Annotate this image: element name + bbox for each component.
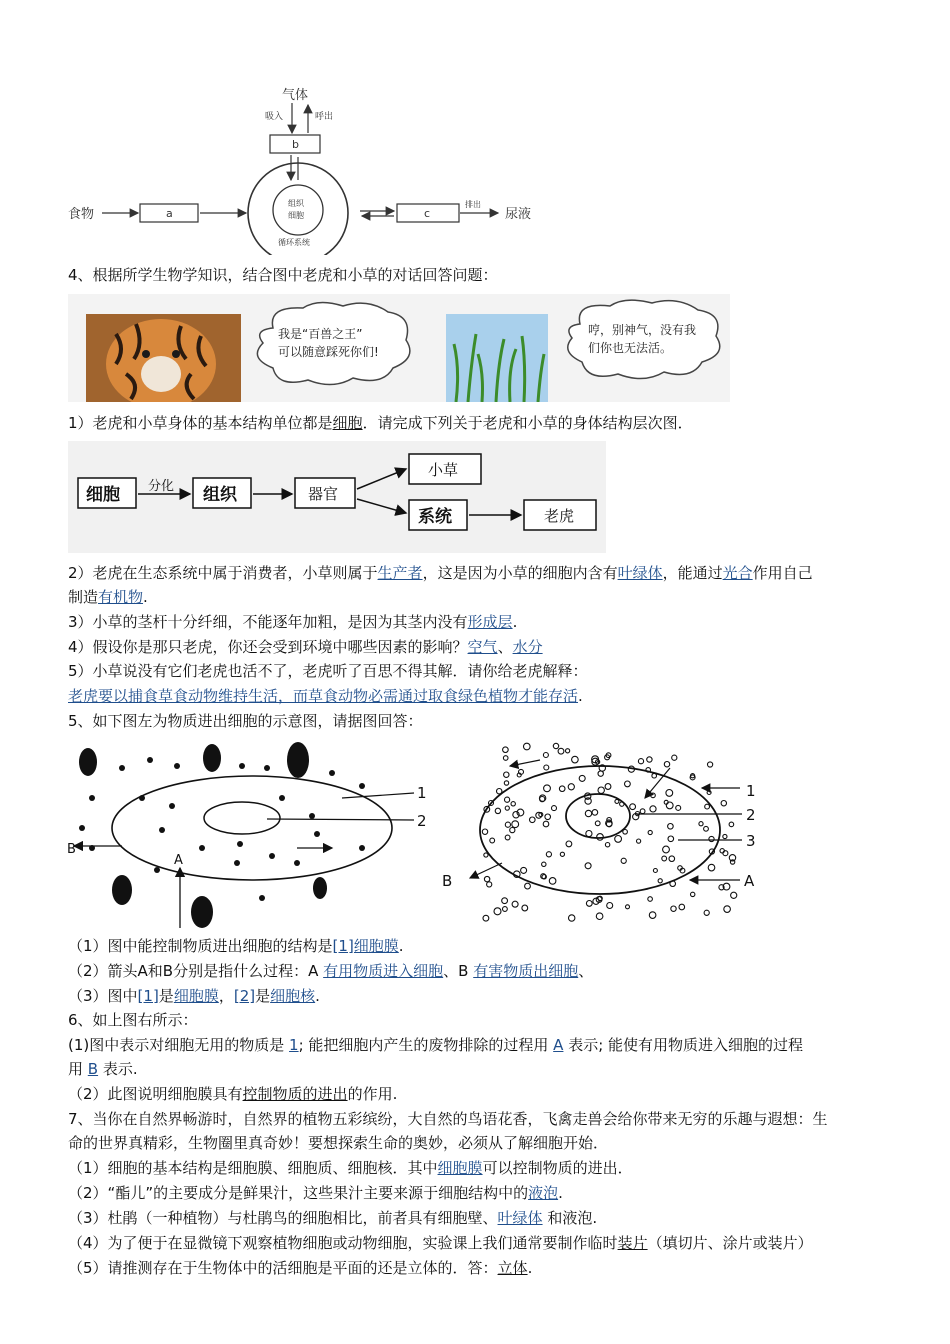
- particle-dot: [525, 883, 531, 889]
- particle-dot: [653, 869, 657, 873]
- q5-2-a1: 有用物质进入细胞: [323, 962, 444, 980]
- right-label-b: B: [442, 872, 453, 890]
- q7-title-2: 命的世界真精彩，生物圈里真奇妙！要想探索生命的奥妙，必须从了解细胞开始．: [68, 1134, 609, 1152]
- q7-1-p2: 可以控制物质的进出．: [482, 1159, 633, 1177]
- particle-dot: [620, 802, 624, 806]
- grass-image: [446, 314, 548, 402]
- particle-dot: [497, 789, 502, 794]
- particle-dot: [482, 829, 487, 834]
- q6-title: 6、如上图右所示：: [68, 1011, 198, 1029]
- particle-dot: [666, 790, 673, 797]
- q5-3-a2: 细胞膜: [173, 987, 219, 1005]
- q4-1: [68, 413, 693, 433]
- q5-2-p3: 、: [578, 962, 594, 980]
- particle-dot: [512, 821, 519, 828]
- particle-dot: [626, 905, 630, 909]
- q4-title: 4、根据所学生物学知识，结合图中老虎和小草的对话回答问题：: [68, 266, 498, 284]
- tiger-grass-figure: [68, 294, 730, 402]
- hier-organ: 器官: [308, 485, 339, 503]
- q6-1-cont: [68, 1059, 138, 1079]
- particle-dot: [530, 817, 536, 823]
- particle-dot: [505, 822, 510, 827]
- grass-speech-bubble: [560, 296, 730, 382]
- particle-dot: [598, 787, 604, 793]
- q4-4-p2: 、: [497, 638, 513, 656]
- particle-dot: [648, 830, 652, 834]
- particle-dot: [502, 898, 508, 904]
- box-c-label: c: [424, 207, 431, 220]
- particle-dot: [666, 802, 673, 809]
- tiger-bubble-line1: 我是“百兽之王”: [278, 327, 363, 341]
- particle-dot: [505, 835, 510, 840]
- right-cell-diagram: [440, 738, 770, 930]
- gas-label: 气体: [282, 88, 309, 103]
- particle-dot: [586, 831, 592, 837]
- particle-dot: [704, 910, 709, 915]
- q6-2-a1: B: [87, 1060, 99, 1078]
- tiger-image: [86, 314, 241, 402]
- particle-dot: [664, 762, 669, 767]
- particle-dot: [669, 856, 675, 862]
- urine-label: 尿液: [505, 207, 532, 222]
- q7-3-p2: 和液泡.: [542, 1209, 598, 1227]
- q4-2l2-p2: .: [143, 588, 148, 606]
- q4-5-end: .: [578, 687, 583, 705]
- q5-3-a1: [1]: [137, 987, 159, 1005]
- q5-3-a4: 细胞核: [270, 987, 316, 1005]
- particle-dot: [651, 793, 656, 798]
- particle-dot: [503, 756, 508, 761]
- q4-5-answer-line: [68, 686, 583, 706]
- particle-dot: [545, 814, 551, 820]
- particle-dot: [522, 905, 528, 911]
- particle-dot: [671, 906, 676, 911]
- grass-bubble-line2: 们你也无法活。: [588, 341, 673, 355]
- q7-5-a1: 立体: [497, 1259, 528, 1277]
- particle-dot: [560, 852, 564, 856]
- q6-3-a1: 控制物质的进出: [242, 1085, 348, 1103]
- particle-dot: [596, 913, 603, 920]
- box-b-label: b: [292, 138, 299, 151]
- q7-title-1: 7、当你在自然界畅游时，自然界的植物五彩缤纷，大自然的鸟语花香，飞禽走兽会给你带来无穷的乐趣与遐想：生: [68, 1110, 828, 1128]
- hierarchy-diagram: [68, 441, 606, 553]
- exhale-label: 呼出: [315, 112, 334, 122]
- q5-1-a1: [1]细胞膜: [332, 937, 399, 955]
- hier-grass: 小草: [428, 461, 459, 479]
- left-label-2: 2: [417, 812, 427, 830]
- particle-dot: [512, 901, 518, 907]
- particle-dot: [521, 867, 527, 873]
- particle-dot: [625, 781, 631, 787]
- particle-dot: [505, 806, 509, 810]
- particle-dot: [504, 781, 508, 785]
- q4-2l2-a1: 有机物: [98, 588, 144, 606]
- q4-1-answer: 细胞: [332, 414, 363, 432]
- particle-dot: [585, 863, 591, 869]
- box-a-label: a: [166, 207, 173, 220]
- particle-dot: [605, 784, 611, 790]
- particle-dot: [708, 762, 713, 767]
- q4-5-answer: 老虎要以捕食草食动物维持生活，而草食动物必需通过取食绿色植物才能存活: [68, 687, 579, 705]
- q5-3-p4: 是: [255, 987, 271, 1005]
- q6-1-a2: A: [553, 1036, 564, 1054]
- particle-dot: [699, 822, 703, 826]
- right-label-3: 3: [746, 832, 756, 850]
- q7-2-p2: .: [558, 1184, 563, 1202]
- particle-dot: [552, 806, 557, 811]
- particle-dot: [721, 801, 726, 806]
- right-label-a: A: [744, 872, 755, 890]
- q4-4-a2: 水分: [512, 638, 543, 656]
- q4-2-p1: 2）老虎在生态系统中属于消费者，小草则属于: [68, 564, 378, 582]
- q4-2-line2: [68, 587, 148, 607]
- particle-dot: [504, 772, 509, 777]
- q4-2-a2: 叶绿体: [617, 564, 663, 582]
- q4-4-a1: 空气: [467, 638, 498, 656]
- q4-1-prefix: 1）老虎和小草身体的基本结构单位都是: [68, 414, 333, 432]
- particle-dot: [650, 806, 656, 812]
- particle-dot: [505, 797, 510, 802]
- particle-dot: [723, 851, 728, 856]
- q7-2: [68, 1183, 563, 1203]
- q7-2-p1: （2）“酯儿”的主要成分是鲜果汁，这些果汁主要来源于细胞结构中的: [68, 1184, 529, 1202]
- q5-3-p5: .: [315, 987, 320, 1005]
- q7-3: [68, 1208, 597, 1228]
- particle-dot: [662, 856, 667, 861]
- particle-dot: [546, 852, 551, 857]
- particle-dot: [494, 908, 501, 915]
- particle-dot: [647, 757, 652, 762]
- q7-4-p1: （4）为了便于在显微镜下观察植物细胞或动物细胞，实验课上我们通常要制作临时: [68, 1234, 618, 1252]
- left-label-b: B: [67, 842, 76, 857]
- particle-dot: [668, 836, 674, 842]
- q7-1-a1: 细胞膜: [437, 1159, 483, 1177]
- particle-dot: [638, 759, 643, 764]
- particle-dot: [708, 864, 715, 871]
- particle-dot: [649, 912, 656, 919]
- particle-dot: [652, 773, 657, 778]
- particle-dot: [572, 756, 579, 763]
- particle-dot: [592, 810, 598, 816]
- particle-dot: [586, 901, 592, 907]
- q4-1-suffix: ．请完成下列关于老虎和小草的身体结构层次图．: [362, 414, 693, 432]
- particle-dot: [615, 836, 622, 843]
- particle-dot: [543, 753, 548, 758]
- particle-dot: [487, 882, 492, 887]
- q6-2: [68, 1084, 397, 1104]
- q4-4: [68, 637, 543, 657]
- particle-dot: [597, 834, 604, 841]
- q5-2-p2: 、B: [443, 962, 474, 980]
- q5-1-p2: .: [398, 937, 404, 955]
- circle-bottom: 循环系统: [278, 238, 310, 247]
- particle-dot: [607, 903, 613, 909]
- q5-title: 5、如下图左为物质进出细胞的示意图，请据图回答：: [68, 712, 423, 730]
- particle-dot: [585, 810, 591, 816]
- particle-dot: [553, 743, 558, 748]
- particle-dot: [524, 743, 531, 750]
- particle-dot: [729, 822, 734, 827]
- q6-1-a1: 1: [289, 1036, 299, 1054]
- particle-dot: [658, 879, 662, 883]
- q5-3-a3: [2]: [233, 987, 256, 1005]
- q4-3-a1: 形成层: [467, 613, 513, 631]
- q7-5: [68, 1258, 532, 1278]
- q7-3-a1: 叶绿体: [497, 1209, 543, 1227]
- particle-dot: [598, 771, 603, 776]
- q5-3: [68, 986, 320, 1006]
- particle-dot: [544, 765, 549, 770]
- q4-3-p1: 3）小草的茎杆十分纤细，不能逐年加粗，是因为其茎内没有: [68, 613, 468, 631]
- q7-1-p1: （1）细胞的基本结构是细胞膜、细胞质、细胞核．其中: [68, 1159, 438, 1177]
- particle-dot: [605, 843, 609, 847]
- q7-1: [68, 1158, 633, 1178]
- q4-2l2-p1: 制造: [68, 588, 99, 606]
- circulation-diagram: [60, 85, 560, 255]
- circle-inner-1: 组织: [288, 199, 304, 208]
- particle-dot: [731, 892, 737, 898]
- q7-4-a1: 装片: [617, 1234, 648, 1252]
- hier-tiger: 老虎: [544, 507, 575, 525]
- particle-dot: [630, 804, 636, 810]
- q4-5: 5）小草说没有它们老虎也活不了，老虎听了百思不得其解．请你给老虎解释：: [68, 662, 588, 680]
- q4-2-a1: 生产者: [377, 564, 423, 582]
- hier-tissue: 组织: [203, 485, 237, 505]
- grass-bubble-line1: 哼，别神气，没有我: [588, 323, 697, 337]
- q7-5-p2: .: [527, 1259, 533, 1277]
- particle-dot: [503, 907, 508, 912]
- q4-2-p2: ，这是因为小草的细胞内含有: [422, 564, 618, 582]
- particle-dot: [543, 821, 549, 827]
- hier-diff: 分化: [148, 479, 175, 494]
- particle-dot: [707, 791, 711, 795]
- particle-dot: [558, 748, 564, 754]
- hier-cell: 细胞: [86, 485, 120, 505]
- circle-inner-2: 细胞: [288, 211, 304, 220]
- q7-3-p1: （3）杜鹃（一种植物）与杜鹃鸟的细胞相比，前者具有细胞壁、: [68, 1209, 498, 1227]
- particle-dot: [568, 784, 574, 790]
- particle-dot: [723, 834, 727, 838]
- q4-2-line1: [68, 563, 813, 583]
- particle-dot: [510, 828, 515, 833]
- left-cell-diagram: [62, 738, 442, 930]
- q7-5-p1: （5）请推测存在于生物体中的活细胞是平面的还是立体的．答：: [68, 1259, 498, 1277]
- q4-2-p4: 作用自己: [752, 564, 813, 582]
- particle-dot: [549, 878, 556, 885]
- q4-3-p2: .: [512, 613, 518, 631]
- q6-2-p2: 表示.: [98, 1060, 138, 1078]
- particle-dot: [566, 749, 570, 753]
- q6-1-p2: ; 能把细胞内产生的废物排除的过程用: [298, 1036, 554, 1054]
- particle-dot: [648, 897, 653, 902]
- particle-dot: [484, 853, 488, 857]
- particle-dot: [709, 836, 714, 841]
- hier-system: 系统: [418, 507, 452, 527]
- particle-dot: [511, 802, 515, 806]
- particle-dot: [495, 808, 500, 813]
- particle-dot: [542, 862, 546, 866]
- particle-dot: [566, 841, 572, 847]
- q6-3-p2: 的作用.: [347, 1085, 398, 1103]
- q4-3: [68, 612, 517, 632]
- particle-dot: [595, 821, 600, 826]
- q6-2-p1: 用: [68, 1060, 88, 1078]
- q5-2-p1: （2）箭头A和B分别是指什么过程：A: [68, 962, 324, 980]
- left-label-1: 1: [417, 784, 427, 802]
- particle-dot: [705, 804, 710, 809]
- q5-3-p2: 是: [158, 987, 174, 1005]
- particle-dot: [637, 839, 641, 843]
- particle-dot: [640, 809, 645, 814]
- particle-dot: [691, 892, 695, 896]
- inner-circle: [273, 185, 323, 235]
- q4-4-p1: 4）假设你是那只老虎，你还会受到环境中哪些因素的影响？: [68, 638, 468, 656]
- q4-2-p3: ，能通过: [662, 564, 723, 582]
- tiger-speech-bubble: [248, 298, 418, 388]
- particle-dot: [663, 846, 670, 853]
- particle-dot: [490, 838, 495, 843]
- food-label: 食物: [68, 207, 95, 222]
- particle-dot: [544, 785, 551, 792]
- particle-dot: [484, 876, 489, 881]
- particle-dot: [724, 906, 731, 913]
- q7-4-p2: （填切片、涂片或装片）: [647, 1234, 813, 1252]
- particle-dot: [559, 786, 565, 792]
- q7-2-a1: 液泡: [528, 1184, 559, 1202]
- particle-dot: [621, 858, 626, 863]
- particle-dot: [483, 915, 489, 921]
- right-label-2: 2: [746, 806, 756, 824]
- left-label-a: A: [174, 853, 183, 868]
- particle-dot: [623, 830, 628, 835]
- particle-dot: [668, 824, 674, 830]
- excrete-label: 排出: [465, 200, 481, 209]
- q5-3-p1: （3）图中: [68, 987, 138, 1005]
- q5-2: [68, 961, 593, 981]
- particle-dot: [679, 904, 685, 910]
- q6-1-p1: (1)图中表示对细胞无用的物质是: [68, 1036, 290, 1054]
- tiger-bubble-line2: 可以随意踩死你们!: [278, 345, 379, 359]
- q6-1-p3: 表示; 能使有用物质进入细胞的过程: [563, 1036, 804, 1054]
- q5-1-p1: （1）图中能控制物质进出细胞的结构是: [68, 937, 333, 955]
- q7-4: [68, 1233, 813, 1253]
- particle-dot: [672, 755, 677, 760]
- q6-1: [68, 1035, 803, 1055]
- particle-dot: [704, 826, 709, 831]
- particle-dot: [615, 799, 619, 803]
- particle-dot: [676, 805, 681, 810]
- hierarchy-figure: [68, 441, 606, 553]
- right-label-1: 1: [746, 782, 756, 800]
- q6-3-p1: （2）此图说明细胞膜具有: [68, 1085, 243, 1103]
- particle-dot: [503, 747, 509, 753]
- q5-3-p3: ，: [218, 987, 234, 1005]
- particle-dot: [569, 915, 575, 921]
- q5-2-a2: 有害物质出细胞: [473, 962, 579, 980]
- q5-1: [68, 936, 404, 956]
- particle-dot: [579, 775, 585, 781]
- q4-2-a3: 光合: [722, 564, 753, 582]
- inhale-label: 吸入: [265, 112, 284, 122]
